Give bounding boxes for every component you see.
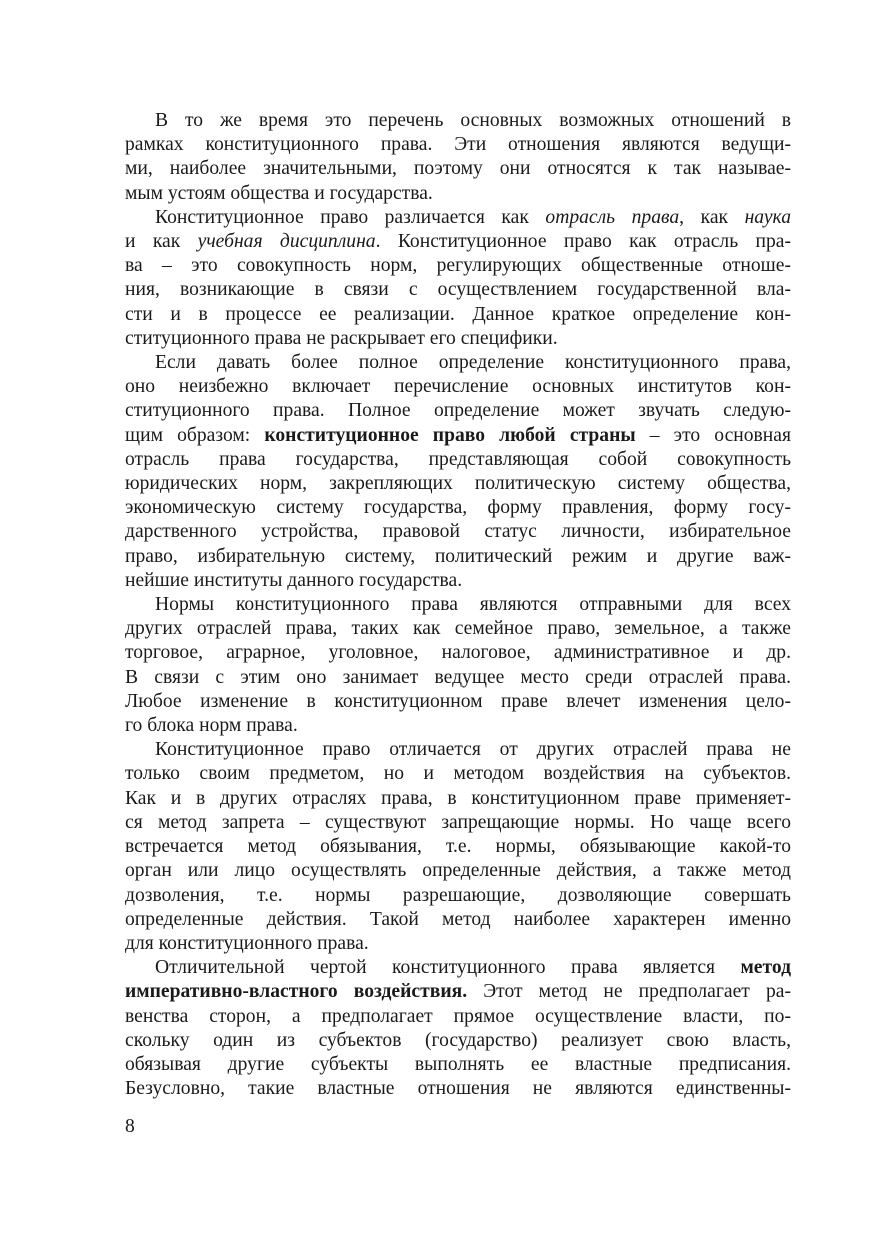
paragraph	[125, 109, 791, 206]
text-run: других отраслей права, таких как семейное право, земельное, а также	[125, 618, 791, 640]
bold-term: конституционное право любой страны	[264, 424, 636, 446]
text-run: юридических норм, закрепляющих политическую систему общества,	[125, 473, 791, 495]
text-line	[125, 617, 791, 641]
text-line	[125, 593, 791, 617]
text-line	[125, 811, 791, 835]
text-run: отрасль права государства, представляющая собой совокупность	[125, 448, 791, 470]
text-line	[125, 351, 791, 375]
text-line	[125, 424, 791, 448]
text-line	[125, 496, 791, 520]
text-run: нейшие институты данного государства.	[125, 569, 463, 591]
text-line	[125, 641, 791, 665]
text-line	[125, 303, 791, 327]
italic-term: наука	[744, 206, 791, 228]
text-run: ми, наиболее значительными, поэтому они относятся к так называе-	[125, 158, 791, 180]
text-line	[125, 859, 791, 883]
text-run: ституционного права. Полное определение может звучать следую-	[125, 400, 791, 422]
text-line	[125, 230, 791, 254]
text-line	[125, 835, 791, 859]
bold-term: метод	[740, 957, 791, 979]
text-line	[125, 206, 791, 230]
text-line	[125, 1053, 791, 1077]
body-text	[125, 109, 791, 1101]
paragraph	[125, 593, 791, 738]
text-run: встречается метод обязывания, т.е. нормы, обязывающие какой-то	[125, 836, 791, 858]
text-run: дозволения, т.е. нормы разрешающие, дозволяющие совершать	[125, 884, 791, 906]
text-run: для конституционного права.	[125, 932, 369, 954]
text-run: экономическую систему государства, форму правления, форму госу-	[125, 497, 791, 519]
text-run: Нормы конституционного права являются отправными для всех	[155, 594, 791, 616]
text-line	[125, 932, 791, 956]
text-line	[125, 1029, 791, 1053]
text-line	[125, 1077, 791, 1101]
text-line	[125, 545, 791, 569]
text-line	[125, 109, 791, 133]
italic-term: учебная дисциплина	[197, 231, 376, 253]
italic-term: отрасль права	[545, 206, 680, 228]
text-run: Отличительной чертой конституционного права является	[155, 957, 741, 979]
text-run: торговое, аграрное, уголовное, налоговое, административное и др.	[125, 642, 791, 664]
text-run: щим образом:	[125, 424, 265, 446]
text-line	[125, 182, 791, 206]
text-line	[125, 738, 791, 762]
text-run: мым устоям общества и государства.	[125, 182, 433, 204]
text-line	[125, 787, 791, 811]
text-run: Конституционное право отличается от других отраслей права не	[155, 739, 791, 761]
text-run: . Конституционное право как отрасль пра-	[375, 231, 791, 253]
text-run: ституционного права не раскрывает его специфики.	[125, 327, 558, 349]
text-run: ся метод запрета – существуют запрещающие нормы. Но чаще всего	[125, 811, 791, 833]
text-line	[125, 666, 791, 690]
text-line	[125, 472, 791, 496]
text-run: Если давать более полное определение конституционного права,	[155, 352, 791, 374]
text-line	[125, 327, 791, 351]
paragraph	[125, 738, 791, 956]
text-run: Как и в других отраслях права, в конституционном праве применяет-	[125, 787, 791, 809]
text-run: сти и в процессе ее реализации. Данное краткое определение кон-	[125, 303, 791, 325]
paragraph	[125, 351, 791, 593]
text-line	[125, 714, 791, 738]
text-run: Безусловно, такие властные отношения не являются единственны-	[125, 1078, 791, 1100]
text-run: Конституционное право различается как	[155, 206, 546, 228]
text-line	[125, 884, 791, 908]
text-line	[125, 980, 791, 1004]
text-run: го блока норм права.	[125, 715, 298, 737]
text-line	[125, 254, 791, 278]
text-run: и как	[125, 231, 198, 253]
text-run: обязывая другие субъекты выполнять ее властные предписания.	[125, 1053, 791, 1075]
text-run: оно неизбежно включает перечисление основных институтов кон-	[125, 376, 791, 398]
text-run: дарственного устройства, правовой статус личности, избирательное	[125, 521, 791, 543]
text-run: Этот метод не предполагает ра-	[467, 981, 791, 1003]
text-line	[125, 448, 791, 472]
text-run: орган или лицо осуществлять определенные действия, а также метод	[125, 860, 791, 882]
text-line	[125, 375, 791, 399]
text-line	[125, 157, 791, 181]
paragraph	[125, 206, 791, 351]
text-run: право, избирательную систему, политический режим и другие важ-	[125, 545, 791, 567]
text-run: , как	[679, 206, 745, 228]
text-line	[125, 956, 791, 980]
text-run: рамках конституционного права. Эти отношения являются ведущи-	[125, 134, 791, 156]
text-line	[125, 133, 791, 157]
text-line	[125, 278, 791, 302]
text-run: определенные действия. Такой метод наиболее характерен именно	[125, 908, 791, 930]
text-run: В связи с этим оно занимает ведущее место среди отраслей права.	[125, 666, 791, 688]
text-line	[125, 399, 791, 423]
text-run: Любое изменение в конституционном праве влечет изменения цело-	[125, 690, 791, 712]
text-line	[125, 762, 791, 786]
text-line	[125, 520, 791, 544]
text-run: В то же время это перечень основных возможных отношений в	[155, 110, 791, 131]
text-run: скольку один из субъектов (государство) реализует свою власть,	[125, 1029, 791, 1051]
text-line	[125, 690, 791, 714]
text-run: – это основная	[635, 424, 792, 446]
bold-term: императивно-властного воздействия.	[125, 981, 468, 1003]
text-line	[125, 908, 791, 932]
text-run: только своим предметом, но и методом воздействия на субъектов.	[125, 763, 791, 785]
text-run: венства сторон, а предполагает прямое осуществление власти, по-	[125, 1005, 791, 1027]
text-run: ва – это совокупность норм, регулирующих общественные отноше-	[125, 255, 791, 277]
text-line	[125, 1005, 791, 1029]
text-run: ния, возникающие в связи с осуществлением государственной вла-	[125, 279, 791, 301]
paragraph	[125, 956, 791, 1101]
text-line	[125, 569, 791, 593]
page-number: 8	[125, 1116, 135, 1137]
